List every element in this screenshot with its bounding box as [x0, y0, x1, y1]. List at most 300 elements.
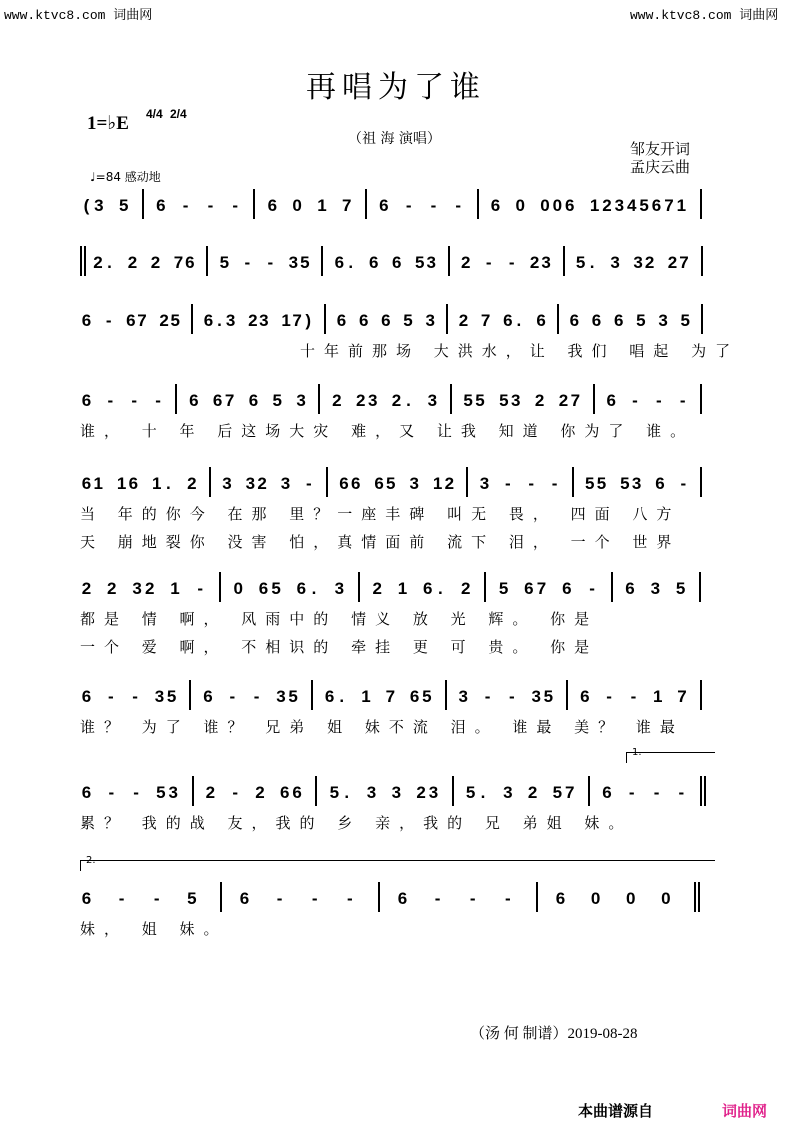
note: 6 — [409, 687, 420, 706]
note: 5 — [639, 196, 649, 215]
note: 3 — [94, 196, 104, 215]
note: 3 — [610, 253, 620, 272]
note: - — [485, 253, 492, 272]
note: 2 — [107, 579, 117, 598]
note: 6 — [292, 783, 302, 802]
note: 6 — [350, 474, 361, 493]
barline — [566, 680, 568, 710]
note: 6 — [591, 311, 602, 330]
note: 6 — [565, 196, 575, 215]
note: 5 — [498, 579, 509, 598]
note: 3 — [276, 687, 286, 706]
note: 5 — [118, 196, 129, 215]
note: 7 — [292, 311, 302, 330]
barline — [698, 882, 700, 912]
note: 4 — [627, 196, 637, 215]
note: 6 — [490, 196, 501, 215]
lyric-line: 一个 爱 啊， 不相识的 牵挂 更 可 贵。 你是 — [80, 638, 599, 656]
note: 6 — [81, 889, 92, 908]
note: 7 — [385, 687, 396, 706]
note: 0 — [552, 196, 563, 215]
note: 5 — [465, 783, 476, 802]
barline — [315, 776, 317, 806]
note: 3 — [633, 253, 643, 272]
note: 2 — [127, 253, 138, 272]
barline — [700, 384, 702, 414]
note: 2 — [391, 391, 402, 410]
barline — [189, 680, 191, 710]
note: 6 — [126, 311, 136, 330]
note: . — [589, 253, 595, 272]
note: - — [484, 687, 491, 706]
notes-line — [0, 252, 792, 282]
note: - — [267, 253, 274, 272]
barline — [563, 246, 565, 276]
note: 2 — [81, 579, 92, 598]
note: 3 — [168, 783, 178, 802]
note: 3 — [222, 474, 232, 493]
note: 1 — [652, 687, 663, 706]
note: 2 — [667, 253, 678, 272]
note: . — [438, 579, 443, 598]
barline — [446, 304, 448, 334]
lyric-line: 累？ 我的战 友，我的 乡 亲，我的 兄 弟姐 妹。 — [80, 814, 633, 832]
note: 3 — [479, 474, 490, 493]
note: 2 — [644, 253, 655, 272]
lyric-line: 天 崩地裂你 没害 怕，真情面前 流下 泪， 一个 世界 — [80, 533, 681, 551]
note: 3 — [631, 474, 642, 493]
note: 2 — [444, 474, 455, 493]
note: 3 — [428, 783, 439, 802]
note: 1 — [361, 687, 371, 706]
note: - — [244, 253, 251, 272]
note: - — [628, 783, 635, 802]
score-row — [0, 888, 792, 948]
barline — [191, 304, 193, 334]
note: 5 — [422, 687, 432, 706]
note: - — [653, 783, 660, 802]
note: 5 — [680, 311, 690, 330]
note: 5 — [272, 391, 283, 410]
note: . — [516, 311, 522, 330]
note: - — [679, 391, 686, 410]
note: 6 — [569, 311, 580, 330]
note: 6 — [203, 311, 214, 330]
note: - — [232, 783, 239, 802]
note: 1 — [432, 474, 443, 493]
note: 3 — [503, 783, 513, 802]
note: - — [680, 474, 687, 493]
note: 5 — [386, 474, 396, 493]
note: 0 — [292, 196, 302, 215]
note: 6 — [128, 474, 139, 493]
barline — [326, 467, 328, 497]
note: - — [131, 391, 138, 410]
note: - — [632, 391, 638, 410]
barline — [324, 304, 326, 334]
note: - — [504, 889, 511, 908]
note: 6 — [81, 474, 92, 493]
note: 5 — [166, 687, 177, 706]
lyric-line: 当 年的你今 在那 里？一座丰碑 叫无 畏， 四面 八方 — [80, 505, 681, 523]
note: 6 — [562, 579, 572, 598]
note: - — [155, 391, 161, 410]
score-row — [0, 390, 792, 450]
notes-line — [0, 390, 792, 420]
note: 1 — [170, 579, 180, 598]
note: 7 — [480, 311, 491, 330]
note: 1 — [676, 196, 687, 215]
note: 6 — [524, 579, 534, 598]
note: 3 — [409, 474, 419, 493]
note: - — [656, 391, 662, 410]
note: 6 — [81, 687, 92, 706]
note: - — [132, 687, 138, 706]
note: 5 — [499, 391, 509, 410]
note: 2 — [187, 474, 197, 493]
notes-line — [0, 888, 792, 918]
note: - — [606, 687, 612, 706]
note: 2 — [93, 253, 103, 272]
note: . — [480, 783, 486, 802]
barline — [700, 189, 702, 219]
note: 2 — [248, 311, 258, 330]
note: - — [469, 889, 476, 908]
score-row — [0, 310, 792, 370]
key-signature: 1=♭E — [87, 113, 129, 134]
note: 6 — [189, 391, 199, 410]
note: - — [434, 889, 441, 908]
note: - — [229, 687, 236, 706]
note: 5 — [585, 474, 595, 493]
note: 5 — [552, 783, 563, 802]
note: - — [504, 474, 511, 493]
score-row — [0, 195, 792, 255]
barline — [701, 246, 703, 276]
note: 6 — [339, 474, 349, 493]
note: 2 — [460, 579, 471, 598]
note: 6 — [379, 196, 389, 215]
score-row — [0, 252, 792, 312]
barline — [206, 246, 208, 276]
note: - — [182, 196, 189, 215]
note: ( — [83, 196, 90, 215]
note: 2 — [144, 579, 155, 598]
note: 7 — [173, 253, 184, 272]
note: 5 — [271, 579, 281, 598]
note: 6 — [423, 579, 433, 598]
notes-line — [0, 782, 792, 812]
note: 7 — [677, 687, 687, 706]
note: 6 — [81, 391, 92, 410]
note: 3 — [280, 474, 291, 493]
barline — [466, 467, 468, 497]
note: 6 — [580, 687, 590, 706]
meter-secondary: 2/4 — [170, 107, 187, 121]
note: - — [207, 196, 214, 215]
watermark-right: www.ktvc8.com 词曲网 — [630, 8, 779, 23]
note: 3 — [334, 579, 345, 598]
note: 6 — [185, 253, 195, 272]
note: 2 — [332, 391, 342, 410]
note: 6 — [267, 196, 278, 215]
barline — [536, 882, 538, 912]
barline — [700, 680, 702, 710]
note: 1 — [151, 474, 162, 493]
note: 2 — [558, 391, 569, 410]
note: 2 — [159, 311, 169, 330]
note: 5 — [156, 783, 166, 802]
note: 6 — [239, 889, 250, 908]
note: 3 — [511, 391, 521, 410]
volta-second-number: 2. — [86, 855, 96, 866]
note: 3 — [366, 783, 377, 802]
note: 3 — [427, 391, 438, 410]
note: 5 — [403, 311, 413, 330]
note: 3 — [259, 311, 269, 330]
lyric-line: 谁， 十 年 后这场大灾 难，又 让我 知道 你为了 谁。 — [80, 422, 695, 440]
note: 2 — [602, 196, 612, 215]
barline — [358, 572, 360, 602]
note: 0 — [540, 196, 550, 215]
note: 7 — [570, 391, 581, 410]
note: 2 — [534, 391, 545, 410]
note: - — [508, 253, 515, 272]
note: . — [107, 253, 112, 272]
notes-line — [0, 473, 792, 503]
note: 0 — [661, 889, 671, 908]
barline — [450, 384, 452, 414]
lyric-line: 妹， 姐 妹。 — [80, 920, 228, 938]
note: . — [406, 391, 411, 410]
note: 3 — [458, 687, 468, 706]
note: . — [166, 474, 171, 493]
note: 3 — [426, 253, 436, 272]
note: 3 — [132, 579, 142, 598]
note: - — [630, 687, 637, 706]
note: 5 — [463, 391, 473, 410]
note: 6 — [280, 783, 290, 802]
note: - — [346, 889, 353, 908]
score-row — [0, 578, 792, 656]
note: - — [306, 474, 312, 493]
note: 2 — [205, 783, 216, 802]
note: 1 — [93, 474, 103, 493]
barline — [477, 189, 479, 219]
note: 3 — [296, 391, 306, 410]
note: - — [551, 474, 558, 493]
note: 7 — [224, 391, 235, 410]
lyric-line: 都是 情 啊， 风雨中的 情义 放 光 辉。 你是 — [80, 610, 599, 628]
note: 5 — [300, 253, 310, 272]
score-row — [0, 686, 792, 746]
note: 2 — [458, 311, 469, 330]
note: 5 — [415, 253, 425, 272]
meter-primary: 4/4 — [146, 107, 163, 121]
barline — [219, 572, 221, 602]
barline — [557, 304, 559, 334]
tempo-marking: ♩=84 感动地 — [90, 170, 161, 184]
note: 5 — [475, 391, 485, 410]
note: 2 — [150, 253, 161, 272]
note: 3 — [614, 196, 625, 215]
barline — [445, 680, 447, 710]
note: - — [253, 687, 260, 706]
barline — [378, 882, 380, 912]
note: - — [311, 889, 318, 908]
singer-credit: （祖 海 演唱） — [348, 131, 441, 147]
note: - — [276, 889, 283, 908]
note: - — [678, 783, 685, 802]
note: 6 — [381, 311, 391, 330]
note: - — [197, 579, 204, 598]
barline — [80, 246, 82, 276]
volta-first-number: 1. — [632, 747, 642, 758]
note: 6 — [397, 889, 408, 908]
note: 5 — [575, 253, 586, 272]
note: 3 — [391, 783, 402, 802]
note: - — [589, 579, 595, 598]
note: 3 — [531, 687, 541, 706]
note: 6 — [336, 311, 347, 330]
note: 1 — [116, 474, 127, 493]
score-row — [0, 473, 792, 551]
note: . — [311, 579, 317, 598]
note: 5 — [620, 474, 630, 493]
note: 2 — [257, 474, 267, 493]
note: 3 — [367, 391, 378, 410]
note: 1 — [397, 579, 408, 598]
barline — [318, 384, 320, 414]
note: 6 — [369, 253, 379, 272]
note: 6 — [258, 579, 269, 598]
note: - — [133, 783, 139, 802]
barline — [704, 776, 706, 806]
note: 6 — [212, 391, 223, 410]
note: 1 — [589, 196, 600, 215]
note: - — [405, 196, 412, 215]
barline — [700, 776, 702, 806]
note: 5 — [675, 579, 686, 598]
note: 0 — [233, 579, 243, 598]
note: 7 — [536, 579, 547, 598]
note: 6 — [81, 783, 92, 802]
note: 3 — [288, 253, 299, 272]
note: 1 — [317, 196, 327, 215]
lyric-line: 谁？ 为了 谁？ 兄弟 姐 妹不流 泪。 谁最 美？ 谁最 — [80, 718, 684, 736]
lyric-line: 十年前那场 大洪水，让 我们 唱起 为了 — [300, 342, 740, 360]
note: 6 — [156, 196, 166, 215]
note: 0 — [625, 889, 636, 908]
note: 7 — [565, 783, 575, 802]
barline — [700, 467, 702, 497]
song-title: 再唱为了谁 — [306, 70, 486, 105]
note: 5 — [288, 687, 298, 706]
barline — [448, 246, 450, 276]
note: 6 — [324, 687, 335, 706]
notes-line — [0, 686, 792, 716]
note: - — [232, 196, 239, 215]
lyricist-credit: 邹友开词 — [630, 140, 691, 158]
note: 2 — [529, 253, 540, 272]
barline — [593, 384, 595, 414]
note: 5 — [187, 889, 197, 908]
barline — [694, 882, 696, 912]
note: 6 — [248, 391, 259, 410]
note: 6 — [296, 579, 307, 598]
note: - — [455, 196, 462, 215]
note: 5 — [636, 311, 646, 330]
note: 6 — [602, 783, 612, 802]
barline — [84, 246, 86, 276]
barline — [699, 572, 701, 602]
barline — [253, 189, 255, 219]
note: 3 — [650, 579, 661, 598]
barline — [452, 776, 454, 806]
note: 2 — [372, 579, 382, 598]
note: - — [509, 687, 515, 706]
note: 3 — [425, 311, 435, 330]
notes-line — [0, 310, 792, 340]
barline — [192, 776, 194, 806]
note: 0 — [515, 196, 525, 215]
note: 3 — [541, 253, 551, 272]
note: 0 — [590, 889, 601, 908]
note: 6 — [374, 474, 384, 493]
note: 7 — [137, 311, 147, 330]
barline — [484, 572, 486, 602]
note: 5 — [596, 474, 607, 493]
note: . — [344, 783, 350, 802]
barline — [572, 467, 574, 497]
note: ) — [305, 311, 312, 330]
barline — [175, 384, 177, 414]
note: 2 — [527, 783, 538, 802]
barline — [311, 680, 313, 710]
barline — [701, 304, 703, 334]
note: - — [430, 196, 437, 215]
volta-second-ending — [80, 860, 715, 871]
note: 3 — [658, 311, 668, 330]
source-label: 本曲谱源自 — [578, 1102, 654, 1120]
watermark-left: www.ktvc8.com 词曲网 — [4, 8, 153, 23]
note: - — [107, 391, 114, 410]
note: - — [105, 311, 112, 330]
note: - — [107, 687, 114, 706]
barline — [611, 572, 613, 602]
source-logo: 词曲网 — [722, 1102, 768, 1120]
barline — [142, 189, 144, 219]
note: 6 — [503, 311, 513, 330]
note: 6 — [358, 311, 369, 330]
note: 7 — [342, 196, 352, 215]
note: - — [108, 783, 115, 802]
note: 2 — [356, 391, 366, 410]
note: 6 — [334, 253, 345, 272]
note: 3 — [245, 474, 256, 493]
note: 6 — [625, 579, 635, 598]
note: . — [217, 311, 222, 330]
note: 3 — [154, 687, 165, 706]
note: - — [528, 474, 535, 493]
barline — [209, 467, 211, 497]
note: 1 — [281, 311, 291, 330]
note: 5 — [170, 311, 180, 330]
note: 7 — [664, 196, 674, 215]
note: 6 — [203, 687, 213, 706]
note: 6 — [606, 391, 616, 410]
note: . — [339, 687, 345, 706]
